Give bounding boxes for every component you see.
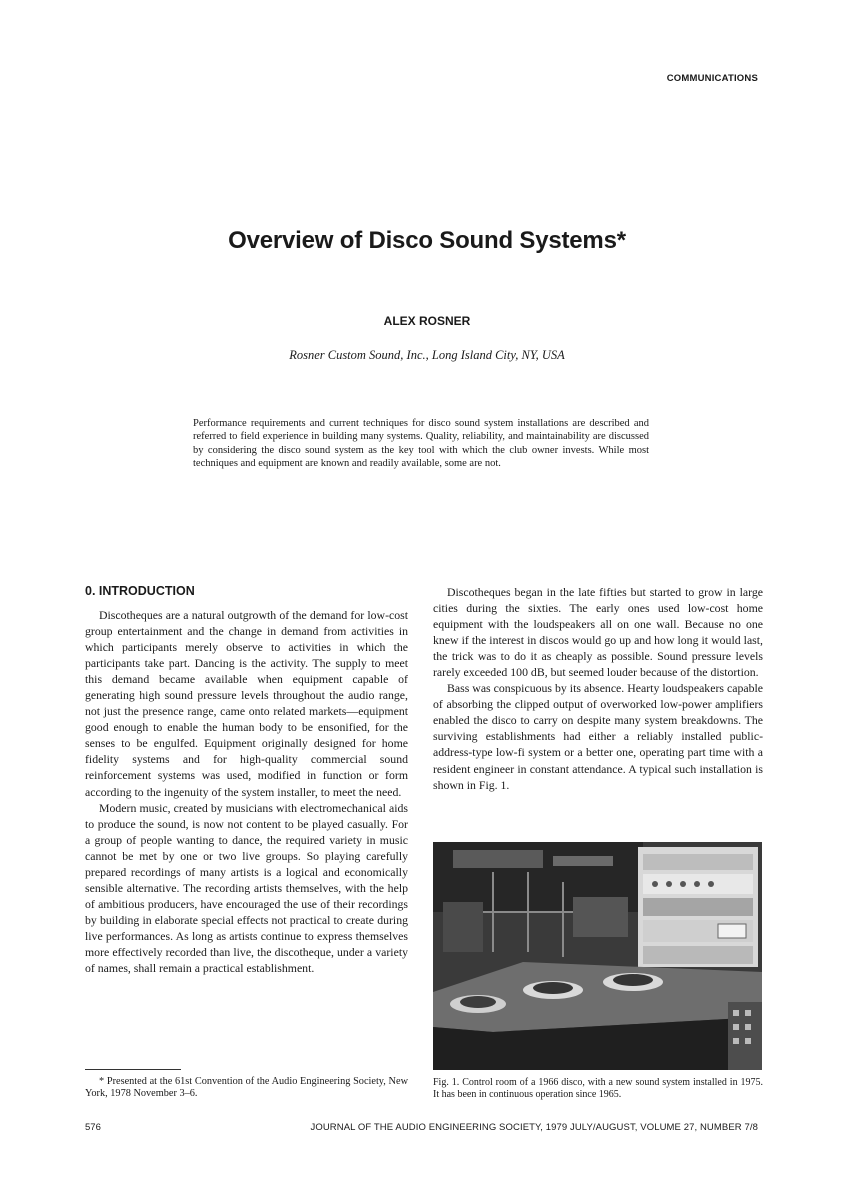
- control-room-photo: [433, 842, 762, 1070]
- paper-author: ALEX ROSNER: [383, 314, 471, 328]
- body-paragraph: Discotheques are a natural outgrowth of the demand for low-cost group entertainment and the change in demand from activities in which participants merely observe to activities in which the participants take part. Dancing is the activity. The supply to meet this demand became available when equipment capable of generating high sound pressure levels throughout the audio range, not just the presence range, came onto related markets—equipment good enough to enable the human body to be ensonified, for the senses to be engulfed. Equipment originally designed for home fidelity systems and for high-quality commercial sound reinforcement systems was used, modified in function or form according to the ingenuity of the system installer, to meet the need.: [85, 608, 408, 799]
- figure-caption: Fig. 1. Control room of a 1966 disco, with a new sound system installed in 1975. It has been in continuous operation since 1965.: [433, 1077, 763, 1100]
- body-paragraph: Discotheques began in the late fifties but started to grow in large cities during the sixties. The early ones used low-cost home equipment with the loudspeakers all on one wall. Because no one knew if the interest in discos would go up and how long it would last, the trick was to do it as cheaply as possible. Sound pressure levels rarely exceeded 100 dB, but seemed louder because of the distortion.: [433, 585, 763, 680]
- footnote: * Presented at the 61st Convention of the Audio Engineering Society, New York, 1978 November 3–6.: [85, 1076, 408, 1100]
- section-heading: 0. INTRODUCTION: [85, 584, 195, 598]
- journal-footer: JOURNAL OF THE AUDIO ENGINEERING SOCIETY, 1979 JULY/AUGUST, VOLUME 27, NUMBER 7/8: [310, 1122, 758, 1133]
- author-affiliation: Rosner Custom Sound, Inc., Long Island City, NY, USA: [289, 348, 565, 362]
- section-tag: COMMUNICATIONS: [666, 73, 758, 84]
- body-paragraph: Bass was conspicuous by its absence. Hearty loudspeakers capable of absorbing the clipped output of overworked low-power amplifiers enabled the disco to carry on despite many system breakdowns. The surviving establishments had either a reliably installed public-address-type low-fi system or a better one, operating part time with a resident engineer in constant attendance. A typical such installation is shown in Fig. 1.: [433, 681, 763, 792]
- right-column: [433, 584, 763, 793]
- paper-title: Overview of Disco Sound Systems*: [228, 227, 626, 254]
- left-column: [85, 584, 408, 976]
- page-number: 576: [85, 1122, 101, 1133]
- footnote-rule: [85, 1069, 181, 1070]
- figure-photo: [433, 842, 762, 1070]
- body-paragraph: Modern music, created by musicians with electromechanical aids to produce the sound, is now not content to be played casually. For a group of people wanting to dance, the required variety in music cannot be met by one or two live groups. So playing carefully prepared recordings of many artists is a logical and economically sensible alternative. The recording artists themselves, with the help of ambitious producers, have encouraged the use of their recordings by building in elaborate special effects not practical to create during live performances. As long as artists continue to express themselves more effectively recorded than live, the discotheque, under a variety of names, shall remain a practical establishment.: [85, 800, 408, 976]
- abstract: Performance requirements and current techniques for disco sound system installations are described and referred to field experience in building many systems. Quality, reliability, and maintainability are discussed by considering the disco sound system as the key tool with which the club owner invests. While most techniques and equipment are known and readily available, some are not.: [193, 418, 649, 470]
